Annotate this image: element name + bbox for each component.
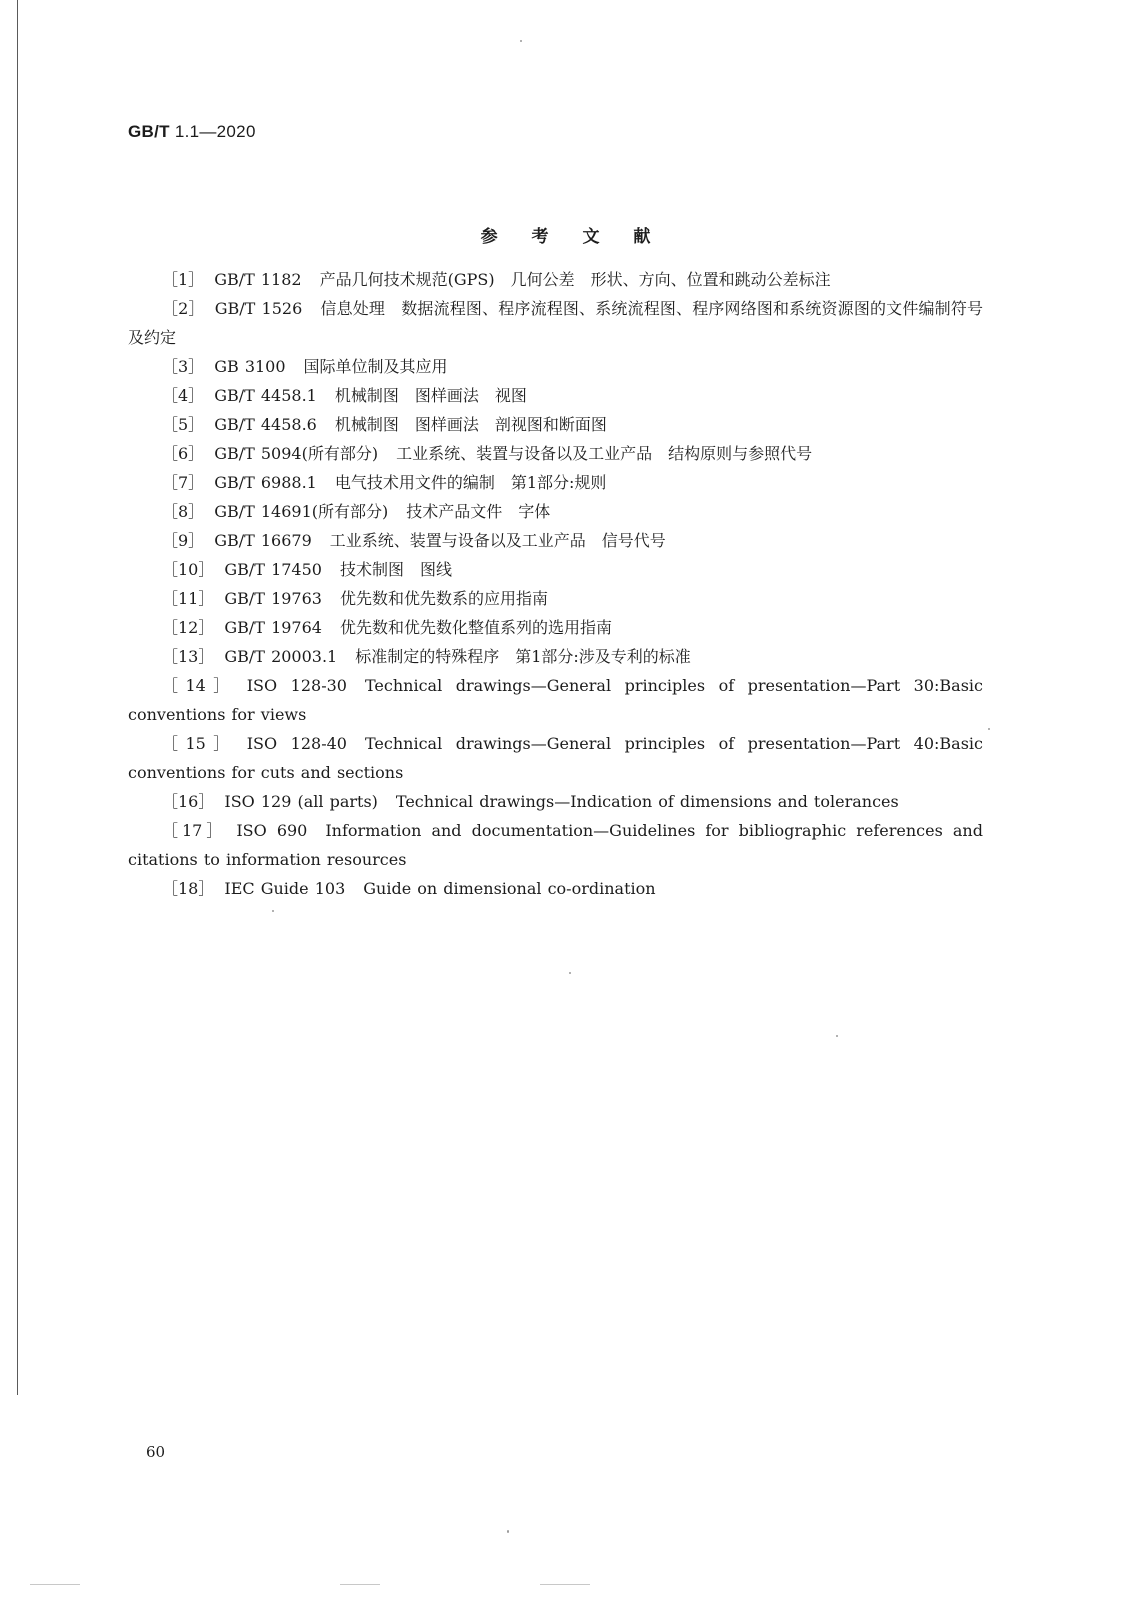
reference-code: ISO 690 [236,821,308,840]
reference-number: ［2］ [162,299,205,318]
section-title: 参 考 文 献 [480,227,665,247]
reference-item [128,816,983,874]
standard-number: 1.1—2020 [174,122,256,141]
scan-speck [507,1530,509,1533]
scan-speck [340,1584,380,1585]
scan-speck [540,1584,590,1585]
reference-item [128,613,983,642]
reference-title: Information and documentation—Guidelines for bibliographic references and citations to information resources [128,821,983,869]
page-number: 60 [146,1443,166,1461]
reference-title: 技术产品文件 字体 [406,502,551,521]
reference-code: GB/T 6988.1 [214,473,317,492]
reference-item [128,874,983,903]
reference-title: Guide on dimensional co-ordination [363,879,656,898]
reference-title: 信息处理 数据流程图、程序流程图、系统流程图、程序网络图和系统资源图的文件编制符号及约定 [128,299,984,347]
reference-number: ［8］ [162,502,205,521]
reference-number: ［7］ [162,473,205,492]
reference-number: ［10］ [162,560,215,579]
reference-item [128,381,983,410]
reference-title: 标准制定的特殊程序 第1部分:涉及专利的标准 [355,647,691,666]
reference-item [128,265,983,294]
reference-title: 机械制图 图样画法 视图 [334,386,527,405]
scan-speck [272,910,274,912]
reference-title: 国际单位制及其应用 [303,357,448,376]
reference-item [128,497,983,526]
reference-number: ［5］ [162,415,205,434]
reference-code: GB/T 19764 [224,618,322,637]
reference-item [128,410,983,439]
reference-number: ［14］ [162,676,237,695]
reference-number: ［17］ [162,821,227,840]
reference-item [128,439,983,468]
scan-edge-line [17,0,18,1395]
reference-number: ［16］ [162,792,215,811]
reference-title: 优先数和优先数化整值系列的选用指南 [339,618,612,637]
reference-title: 产品几何技术规范(GPS) 几何公差 形状、方向、位置和跳动公差标注 [319,270,831,289]
reference-number: ［13］ [162,647,215,666]
reference-title: 技术制图 图线 [339,560,452,579]
reference-item [128,787,983,816]
reference-number: ［18］ [162,879,215,898]
reference-title: 优先数和优先数系的应用指南 [339,589,548,608]
reference-number: ［9］ [162,531,205,550]
scan-speck [569,972,571,974]
reference-title: Technical drawings—General principles of presentation—Part 40:Basic conventions for cuts and sections [128,734,983,782]
standard-prefix: GB/T [128,122,170,141]
scan-speck [988,728,990,730]
reference-item [128,352,983,381]
reference-code: GB 3100 [214,357,286,376]
standard-code-header [128,122,256,142]
reference-code: ISO 128-30 [246,676,347,695]
reference-number: ［3］ [162,357,205,376]
reference-code: GB/T 4458.6 [214,415,317,434]
reference-item [128,526,983,555]
reference-item [128,729,983,787]
reference-code: GB/T 19763 [224,589,322,608]
reference-number: ［6］ [162,444,205,463]
reference-code: ISO 129 (all parts) [224,792,378,811]
reference-code: GB/T 4458.1 [214,386,317,405]
reference-item [128,642,983,671]
reference-code: GB/T 16679 [214,531,312,550]
reference-number: ［15］ [162,734,237,753]
reference-item [128,294,983,352]
reference-code: GB/T 14691(所有部分) [214,502,389,521]
reference-list [128,265,983,903]
reference-code: ISO 128-40 [246,734,347,753]
reference-number: ［11］ [162,589,215,608]
reference-title: Technical drawings—General principles of presentation—Part 30:Basic conventions for views [128,676,983,724]
reference-title: 电气技术用文件的编制 第1部分:规则 [334,473,607,492]
reference-item [128,555,983,584]
reference-number: ［12］ [162,618,215,637]
reference-code: GB/T 17450 [224,560,322,579]
reference-code: GB/T 1182 [214,270,302,289]
reference-item [128,671,983,729]
reference-title: Technical drawings—Indication of dimensions and tolerances [395,792,899,811]
scan-speck [836,1035,838,1037]
scan-speck [30,1584,80,1585]
reference-title: 工业系统、装置与设备以及工业产品 结构原则与参照代号 [396,444,813,463]
reference-number: ［1］ [162,270,205,289]
reference-title: 机械制图 图样画法 剖视图和断面图 [334,415,607,434]
scan-speck [520,40,522,42]
reference-code: IEC Guide 103 [224,879,346,898]
reference-item [128,468,983,497]
reference-code: GB/T 1526 [214,299,303,318]
reference-code: GB/T 5094(所有部分) [214,444,379,463]
reference-number: ［4］ [162,386,205,405]
reference-item [128,584,983,613]
reference-code: GB/T 20003.1 [224,647,338,666]
reference-title: 工业系统、装置与设备以及工业产品 信号代号 [329,531,666,550]
